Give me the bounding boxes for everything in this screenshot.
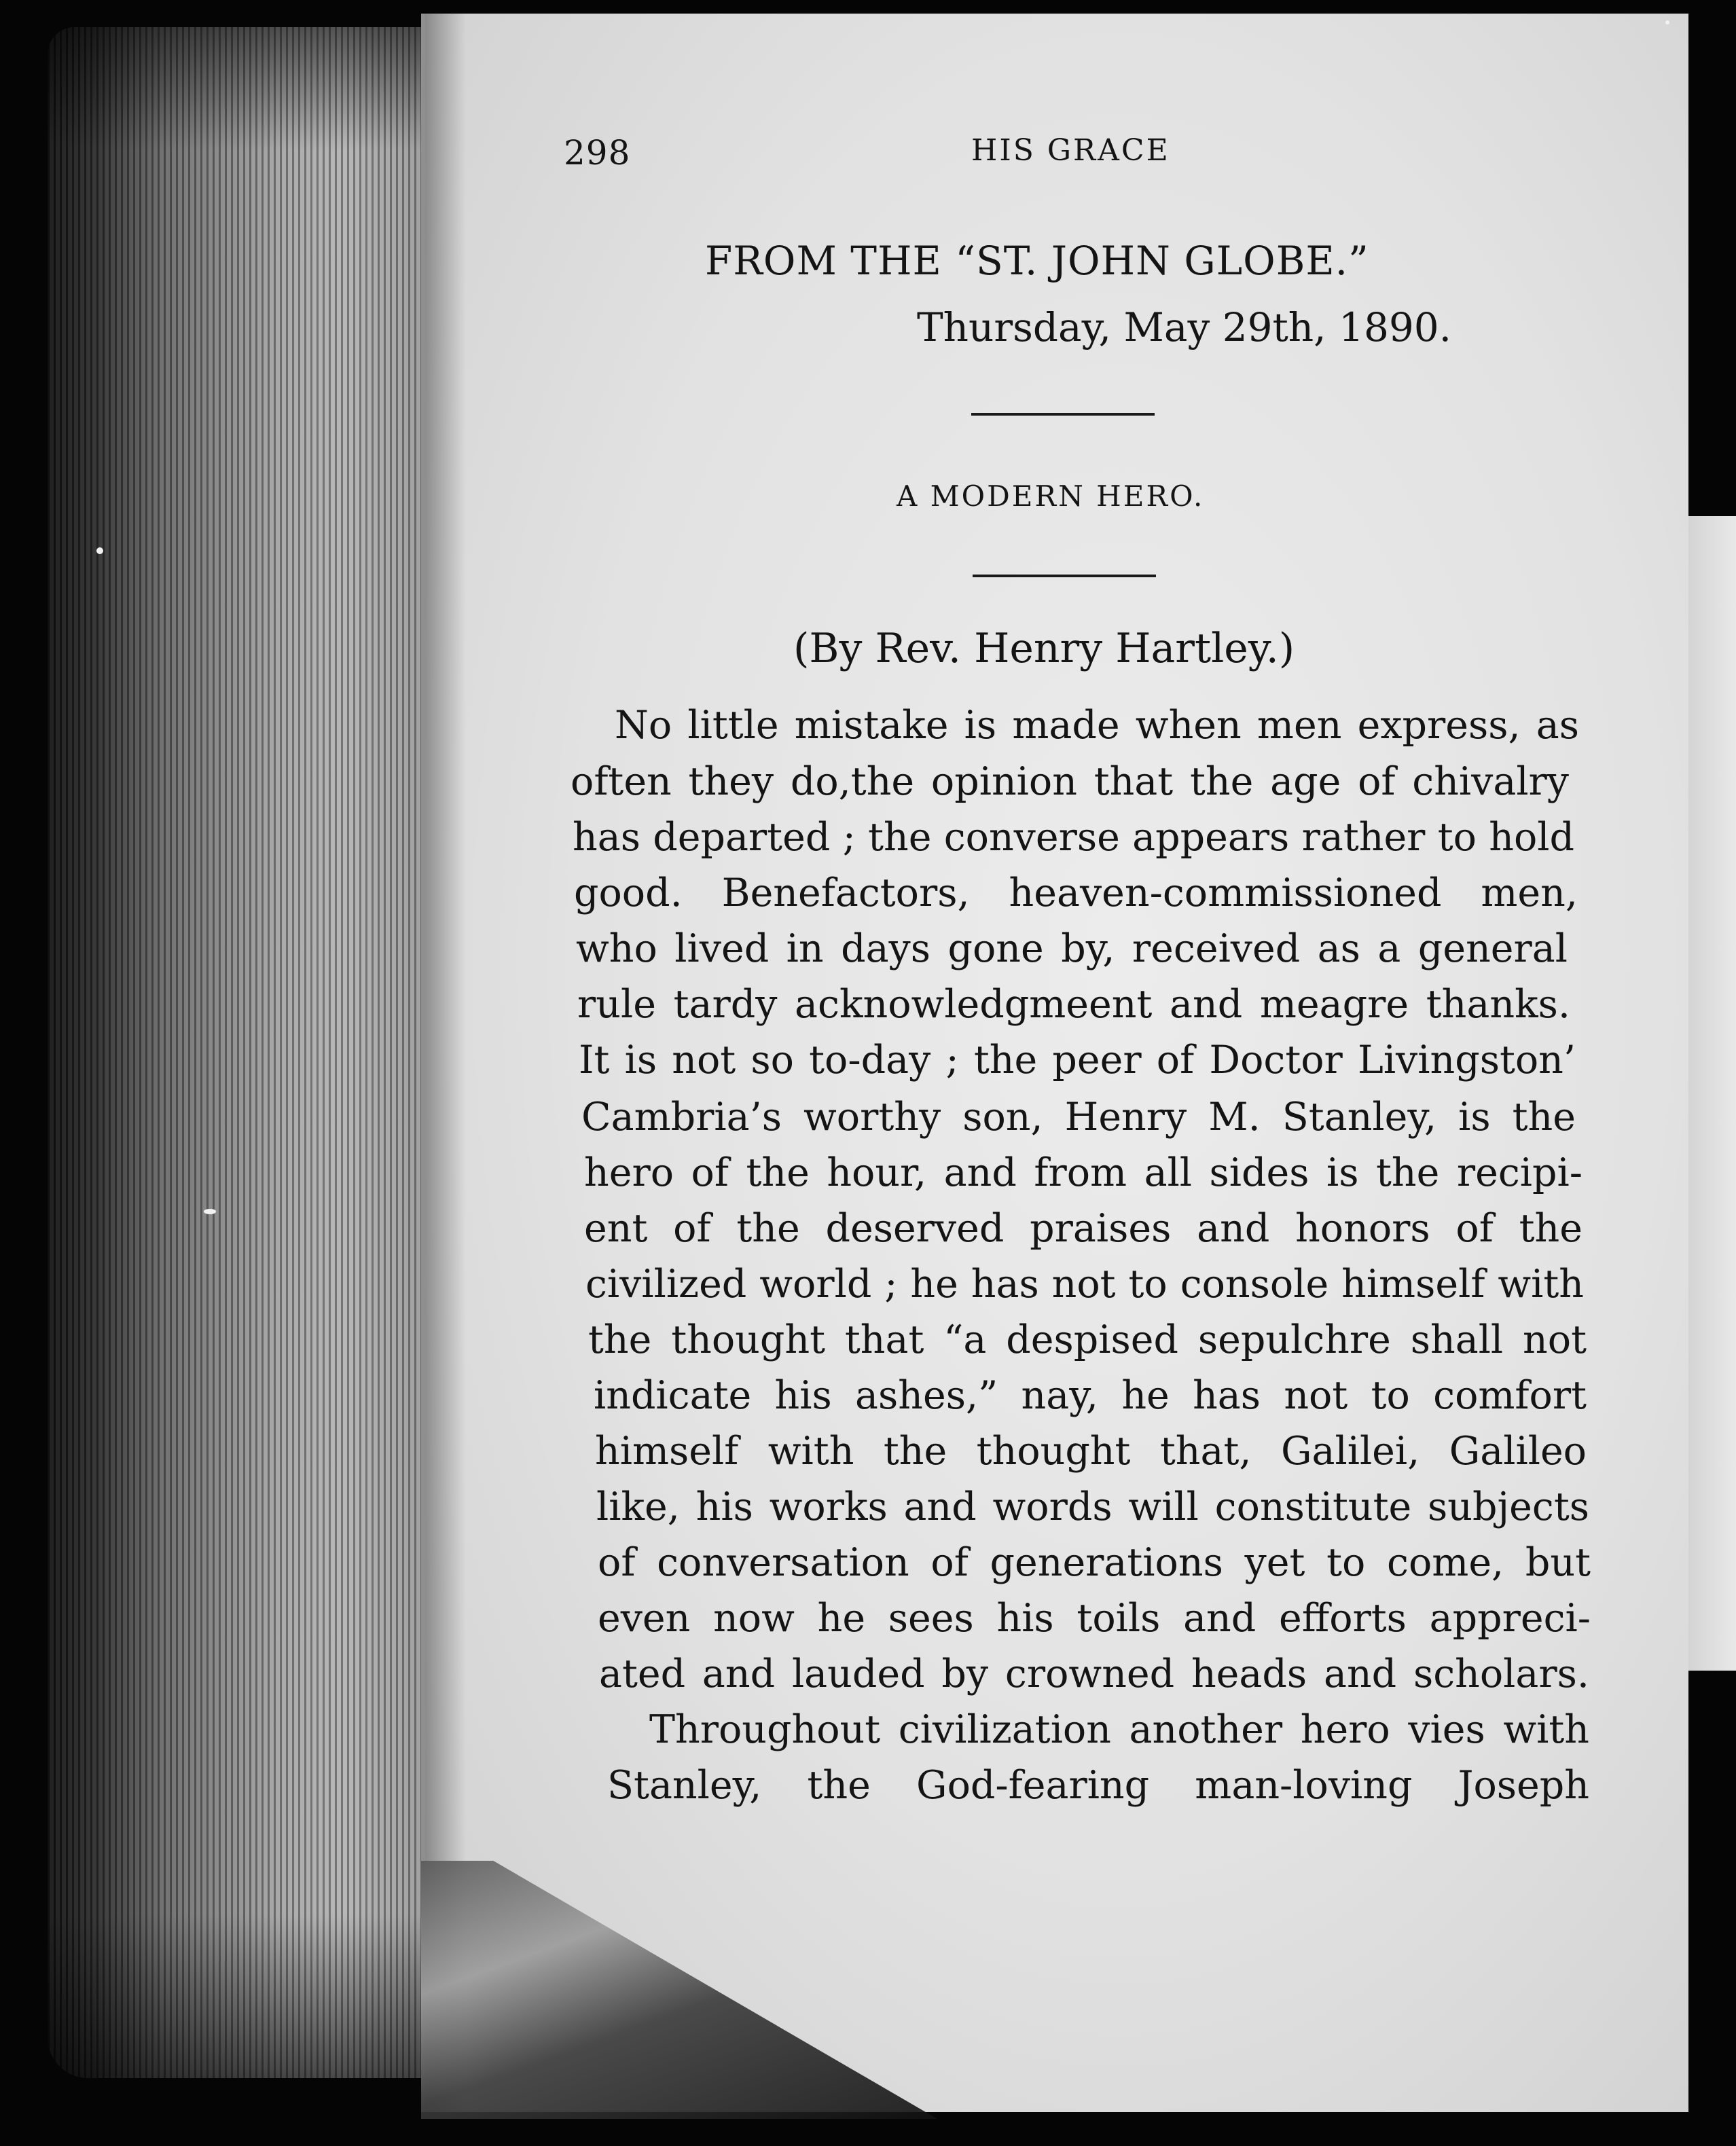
article-byline: (By Rev. Henry Hartley.) [793,625,1295,672]
body-line: often they do,the opinion that the age of chivalry [571,759,1569,804]
body-line: has departed ; the converse appears rather to hold [573,815,1574,860]
body-line: rule tardy acknowledgmeent and meagre thanks. [577,982,1570,1027]
body-line: Throughout civilization another hero vies with [649,1707,1589,1752]
page-number: 298 [564,133,631,172]
body-line: good. Benefactors, heaven-commissioned men, [574,871,1578,915]
body-line: civilized world ; he has not to console himself with [585,1262,1584,1307]
body-line: the thought that “a despised sepulchre shall not [588,1317,1587,1362]
body-line: like, his works and words will constitute subjects [596,1485,1589,1529]
body-line: No little mistake is made when men express, as [615,703,1579,748]
body-line: ent of the deserved praises and honors of the [584,1206,1583,1251]
date-line: Thursday, May 29th, 1890. [917,304,1452,350]
running-title: HIS GRACE [971,133,1170,168]
book-page-edges [48,27,428,2078]
body-line: Cambria’s worthy son, Henry M. Stanley, is the [581,1095,1576,1140]
body-line: who lived in days gone by, received as a general [576,926,1568,971]
source-line: FROM THE “ST. JOHN GLOBE.” [705,238,1369,284]
body-line: indicate his ashes,” nay, he has not to comfort [594,1373,1587,1418]
divider-rule [973,575,1156,577]
body-line: It is not so to-day ; the peer of Doctor Livingston’ [579,1038,1576,1083]
body-line: even now he sees his toils and efforts appreci- [598,1596,1591,1641]
dust-speck [204,1209,216,1214]
body-line: ated and lauded by crowned heads and scholars. [599,1652,1589,1696]
body-line: hero of the hour, and from all sides is the recipi- [584,1150,1583,1195]
body-line: himself with the thought that, Galilei, Galileo [595,1429,1587,1474]
running-head [564,133,1170,172]
dust-speck [1665,20,1669,24]
body-line: Stanley, the God-fearing man-loving Joseph [607,1763,1589,1808]
article-title: A MODERN HERO. [897,479,1205,513]
body-line: of conversation of generations yet to come, but [598,1540,1591,1585]
divider-rule [971,413,1155,416]
dust-speck [96,547,103,554]
